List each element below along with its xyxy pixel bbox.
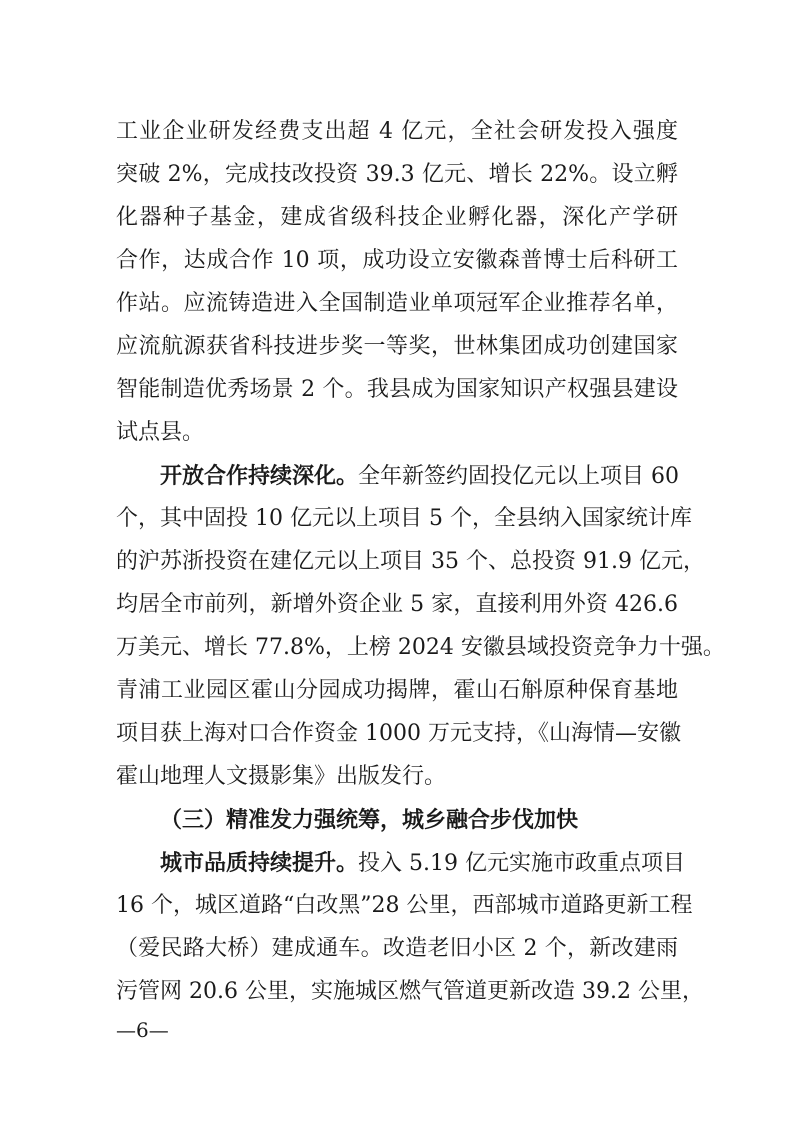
paragraph-1-line-1: 工业企业研发经费支出超 4 亿元，全社会研发投入强度: [116, 119, 678, 144]
paragraph-3-line-2: 16 个，城区道路“白改黑”28 公里，西部城市道路更新工程: [116, 893, 693, 918]
paragraph-2-line-1: [160, 460, 678, 493]
paragraph-2-line-4: 均居全市前列，新增外资企业 5 家，直接利用外资 426.6: [116, 592, 678, 617]
paragraph-2-lead: 开放合作持续深化。: [160, 463, 359, 489]
paragraph-1-line-6: 应流航源获省科技进步奖一等奖，世林集团成功创建国家: [116, 334, 678, 359]
paragraph-2-line-6: 青浦工业园区霍山分园成功揭牌，霍山石斛原种保育基地: [116, 678, 678, 703]
paragraph-2-line-2: 个，其中固投 10 亿元以上项目 5 个，全县纳入国家统计库: [116, 506, 692, 531]
paragraph-1-line-5: 作站。应流铸造进入全国制造业单项冠军企业推荐名单，: [116, 291, 678, 316]
paragraph-1-line-7: 智能制造优秀场景 2 个。我县成为国家知识产权强县建设: [116, 377, 678, 402]
paragraph-2-line-8: 霍山地理人文摄影集》出版发行。: [116, 764, 447, 789]
paragraph-1-line-3: 化器种子基金，建成省级科技企业孵化器，深化产学研: [116, 205, 678, 230]
paragraph-2-line-3: 的沪苏浙投资在建亿元以上项目 35 个、总投资 91.9 亿元，: [116, 549, 705, 574]
paragraph-2-line-7: 项目获上海对口合作资金 1000 万元支持，《山海情—安徽: [116, 721, 681, 746]
paragraph-1-line-2: 突破 2%，完成技改投资 39.3 亿元、增长 22%。设立孵: [116, 162, 678, 187]
paragraph-1-line-8: 试点县。: [116, 420, 205, 445]
section-heading: （三）精准发力强统筹，城乡融合步伐加快: [160, 807, 579, 833]
paragraph-2-line-5: 万美元、增长 77.8%，上榜 2024 安徽县域投资竞争力十强。: [116, 635, 725, 660]
paragraph-3-line-3: （爱民路大桥）建成通车。改造老旧小区 2 个，新改建雨: [116, 936, 678, 961]
paragraph-3-lead: 城市品质持续提升。: [160, 850, 359, 876]
paragraph-3-line-1: [160, 847, 685, 880]
paragraph-1-line-4: 合作，达成合作 10 项，成功设立安徽森普博士后科研工: [116, 248, 678, 273]
paragraph-3-line-4: 污管网 20.6 公里，实施城区燃气管道更新改造 39.2 公里，: [116, 979, 704, 1004]
page-number: —6—: [116, 1018, 169, 1042]
paragraph-2-first-rest: 全年新签约固投亿元以上项目 60: [358, 464, 680, 489]
paragraph-3-first-rest: 投入 5.19 亿元实施市政重点项目: [358, 851, 685, 876]
